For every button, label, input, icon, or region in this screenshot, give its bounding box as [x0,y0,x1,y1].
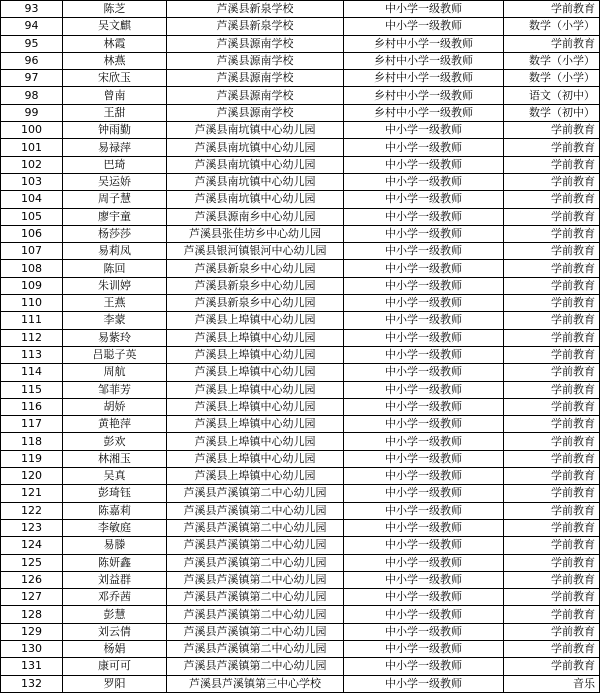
table-row [1,519,600,536]
table-row [1,416,600,433]
table-row [1,277,600,294]
row-number: 115 [1,381,63,398]
row-number: 111 [1,312,63,329]
teacher-name: 杨莎莎 [63,225,167,242]
subject: 学前教育 [504,589,600,606]
professional-title: 中小学一级教师 [344,173,504,190]
professional-title: 中小学一级教师 [344,260,504,277]
teacher-name: 周航 [63,364,167,381]
row-number: 123 [1,519,63,536]
professional-title: 乡村中小学一级教师 [344,35,504,52]
professional-title: 中小学一级教师 [344,346,504,363]
teacher-name: 彭慧 [63,606,167,623]
teacher-name: 易莉凤 [63,243,167,260]
table-row [1,485,600,502]
school-name: 芦溪县源南学校 [167,35,344,52]
row-number: 103 [1,173,63,190]
professional-title: 中小学一级教师 [344,416,504,433]
professional-title: 中小学一级教师 [344,295,504,312]
school-name: 芦溪县银河镇银河中心幼儿园 [167,243,344,260]
professional-title: 中小学一级教师 [344,364,504,381]
professional-title: 乡村中小学一级教师 [344,87,504,104]
row-number: 127 [1,589,63,606]
table-row [1,87,600,104]
subject: 学前教育 [504,122,600,139]
professional-title: 中小学一级教师 [344,537,504,554]
row-number: 108 [1,260,63,277]
table-row [1,139,600,156]
subject: 学前教育 [504,35,600,52]
professional-title: 中小学一级教师 [344,433,504,450]
table-row [1,122,600,139]
subject: 学前教育 [504,554,600,571]
table-row [1,35,600,52]
subject: 学前教育 [504,260,600,277]
professional-title: 乡村中小学一级教师 [344,52,504,69]
school-name: 芦溪县张佳坊乡中心幼儿园 [167,225,344,242]
subject: 学前教育 [504,191,600,208]
school-name: 芦溪县源南学校 [167,70,344,87]
table-row [1,191,600,208]
school-name: 芦溪县新泉学校 [167,1,344,18]
row-number: 98 [1,87,63,104]
teacher-name: 彭欢 [63,433,167,450]
row-number: 93 [1,1,63,18]
subject: 学前教育 [504,346,600,363]
professional-title: 中小学一级教师 [344,329,504,346]
teacher-name: 林湘玉 [63,450,167,467]
row-number: 112 [1,329,63,346]
table-row [1,502,600,519]
teacher-name: 林燕 [63,52,167,69]
table-row [1,640,600,657]
row-number: 113 [1,346,63,363]
subject: 学前教育 [504,208,600,225]
teacher-name: 吕聪子英 [63,346,167,363]
subject: 学前教育 [504,243,600,260]
school-name: 芦溪县上埠镇中心幼儿园 [167,364,344,381]
subject: 学前教育 [504,416,600,433]
school-name: 芦溪县南坑镇中心幼儿园 [167,122,344,139]
teacher-name: 邓乔茜 [63,589,167,606]
table-row [1,104,600,121]
subject: 数学（小学） [504,70,600,87]
school-name: 芦溪县源南乡中心幼儿园 [167,208,344,225]
row-number: 129 [1,623,63,640]
row-number: 107 [1,243,63,260]
professional-title: 中小学一级教师 [344,225,504,242]
teacher-name: 王甜 [63,104,167,121]
school-name: 芦溪县上埠镇中心幼儿园 [167,381,344,398]
subject: 学前教育 [504,640,600,657]
teacher-name: 李敏庭 [63,519,167,536]
school-name: 芦溪县芦溪镇第三中心学校 [167,675,344,692]
teacher-name: 曾南 [63,87,167,104]
school-name: 芦溪县芦溪镇第二中心幼儿园 [167,606,344,623]
table-row [1,173,600,190]
row-number: 95 [1,35,63,52]
teacher-name: 杨娟 [63,640,167,657]
school-name: 芦溪县芦溪镇第二中心幼儿园 [167,537,344,554]
professional-title: 中小学一级教师 [344,589,504,606]
school-name: 芦溪县南坑镇中心幼儿园 [167,139,344,156]
table-row [1,433,600,450]
teacher-name: 吴文麒 [63,18,167,35]
subject: 音乐 [504,675,600,692]
subject: 学前教育 [504,485,600,502]
professional-title: 中小学一级教师 [344,18,504,35]
row-number: 104 [1,191,63,208]
teacher-name: 胡娇 [63,398,167,415]
row-number: 114 [1,364,63,381]
professional-title: 中小学一级教师 [344,450,504,467]
school-name: 芦溪县源南学校 [167,52,344,69]
row-number: 124 [1,537,63,554]
row-number: 126 [1,571,63,588]
teacher-name: 易禄萍 [63,139,167,156]
subject: 学前教育 [504,312,600,329]
school-name: 芦溪县芦溪镇第二中心幼儿园 [167,519,344,536]
table-row [1,571,600,588]
row-number: 119 [1,450,63,467]
table-row [1,554,600,571]
table-row [1,312,600,329]
school-name: 芦溪县新泉乡中心幼儿园 [167,260,344,277]
professional-title: 中小学一级教师 [344,606,504,623]
table-row [1,537,600,554]
subject: 学前教育 [504,329,600,346]
subject: 数学（小学） [504,18,600,35]
subject: 学前教育 [504,364,600,381]
professional-title: 中小学一级教师 [344,381,504,398]
school-name: 芦溪县南坑镇中心幼儿园 [167,191,344,208]
subject: 学前教育 [504,173,600,190]
teacher-name: 钟雨勤 [63,122,167,139]
school-name: 芦溪县上埠镇中心幼儿园 [167,346,344,363]
row-number: 125 [1,554,63,571]
subject: 学前教育 [504,139,600,156]
subject: 学前教育 [504,277,600,294]
subject: 学前教育 [504,502,600,519]
table-row [1,658,600,675]
professional-title: 中小学一级教师 [344,554,504,571]
school-name: 芦溪县上埠镇中心幼儿园 [167,450,344,467]
subject: 学前教育 [504,468,600,485]
subject: 学前教育 [504,225,600,242]
table-row [1,329,600,346]
school-name: 芦溪县芦溪镇第二中心幼儿园 [167,640,344,657]
professional-title: 中小学一级教师 [344,623,504,640]
school-name: 芦溪县新泉乡中心幼儿园 [167,295,344,312]
row-number: 122 [1,502,63,519]
row-number: 110 [1,295,63,312]
table-row [1,70,600,87]
professional-title: 中小学一级教师 [344,502,504,519]
teacher-name: 刘益群 [63,571,167,588]
school-name: 芦溪县芦溪镇第二中心幼儿园 [167,658,344,675]
teacher-name: 林霞 [63,35,167,52]
table-row [1,623,600,640]
table-row [1,225,600,242]
row-number: 117 [1,416,63,433]
professional-title: 中小学一级教师 [344,1,504,18]
row-number: 116 [1,398,63,415]
table-row [1,398,600,415]
teacher-name: 王燕 [63,295,167,312]
row-number: 97 [1,70,63,87]
school-name: 芦溪县新泉乡中心幼儿园 [167,277,344,294]
teacher-name: 吴真 [63,468,167,485]
subject: 学前教育 [504,537,600,554]
teacher-name: 康可可 [63,658,167,675]
subject: 学前教育 [504,156,600,173]
school-name: 芦溪县上埠镇中心幼儿园 [167,329,344,346]
professional-title: 中小学一级教师 [344,277,504,294]
subject: 学前教育 [504,658,600,675]
professional-title: 中小学一级教师 [344,571,504,588]
table-row [1,243,600,260]
table-row [1,208,600,225]
table-row [1,18,600,35]
teacher-name: 周子慧 [63,191,167,208]
row-number: 94 [1,18,63,35]
teacher-name: 易紫玲 [63,329,167,346]
table-row [1,156,600,173]
professional-title: 中小学一级教师 [344,640,504,657]
teacher-name: 朱训婷 [63,277,167,294]
row-number: 132 [1,675,63,692]
table-row [1,468,600,485]
teacher-name: 陈芝 [63,1,167,18]
row-number: 118 [1,433,63,450]
row-number: 128 [1,606,63,623]
teacher-name: 刘云倩 [63,623,167,640]
school-name: 芦溪县上埠镇中心幼儿园 [167,468,344,485]
teacher-name: 陈嘉莉 [63,502,167,519]
professional-title: 中小学一级教师 [344,122,504,139]
table-row [1,675,600,692]
school-name: 芦溪县源南学校 [167,104,344,121]
table-body [1,1,600,693]
teacher-name: 邹菲芳 [63,381,167,398]
subject: 学前教育 [504,606,600,623]
table-row [1,295,600,312]
school-name: 芦溪县新泉学校 [167,18,344,35]
subject: 语文（初中） [504,87,600,104]
subject: 学前教育 [504,381,600,398]
school-name: 芦溪县上埠镇中心幼儿园 [167,398,344,415]
table-row [1,1,600,18]
subject: 数学（小学） [504,52,600,69]
professional-title: 乡村中小学一级教师 [344,70,504,87]
table-row [1,364,600,381]
row-number: 102 [1,156,63,173]
row-number: 109 [1,277,63,294]
school-name: 芦溪县芦溪镇第二中心幼儿园 [167,589,344,606]
school-name: 芦溪县源南学校 [167,87,344,104]
teacher-name: 彭琦钰 [63,485,167,502]
school-name: 芦溪县芦溪镇第二中心幼儿园 [167,554,344,571]
teacher-name: 李蒙 [63,312,167,329]
row-number: 99 [1,104,63,121]
professional-title: 乡村中小学一级教师 [344,104,504,121]
row-number: 100 [1,122,63,139]
professional-title: 中小学一级教师 [344,156,504,173]
subject: 学前教育 [504,571,600,588]
professional-title: 中小学一级教师 [344,191,504,208]
teacher-name: 陈回 [63,260,167,277]
school-name: 芦溪县芦溪镇第二中心幼儿园 [167,485,344,502]
school-name: 芦溪县芦溪镇第二中心幼儿园 [167,502,344,519]
row-number: 120 [1,468,63,485]
subject: 学前教育 [504,1,600,18]
table-row [1,589,600,606]
teacher-name: 易滕 [63,537,167,554]
school-name: 芦溪县上埠镇中心幼儿园 [167,433,344,450]
school-name: 芦溪县芦溪镇第二中心幼儿园 [167,571,344,588]
table-row [1,450,600,467]
professional-title: 中小学一级教师 [344,243,504,260]
table-row [1,260,600,277]
school-name: 芦溪县上埠镇中心幼儿园 [167,416,344,433]
teacher-name: 巴琦 [63,156,167,173]
professional-title: 中小学一级教师 [344,485,504,502]
table-row [1,606,600,623]
teacher-name: 吴运娇 [63,173,167,190]
teacher-name: 宋欣玉 [63,70,167,87]
table-row [1,52,600,69]
professional-title: 中小学一级教师 [344,139,504,156]
professional-title: 中小学一级教师 [344,519,504,536]
subject: 学前教育 [504,450,600,467]
professional-title: 中小学一级教师 [344,312,504,329]
row-number: 106 [1,225,63,242]
subject: 学前教育 [504,295,600,312]
professional-title: 中小学一级教师 [344,675,504,692]
school-name: 芦溪县南坑镇中心幼儿园 [167,156,344,173]
professional-title: 中小学一级教师 [344,468,504,485]
table-row [1,346,600,363]
row-number: 96 [1,52,63,69]
row-number: 101 [1,139,63,156]
row-number: 105 [1,208,63,225]
subject: 学前教育 [504,519,600,536]
school-name: 芦溪县南坑镇中心幼儿园 [167,173,344,190]
subject: 学前教育 [504,433,600,450]
professional-title: 中小学一级教师 [344,208,504,225]
row-number: 121 [1,485,63,502]
teacher-name: 廖宇童 [63,208,167,225]
professional-title: 中小学一级教师 [344,658,504,675]
table-row [1,381,600,398]
teacher-name: 陈妍鑫 [63,554,167,571]
school-name: 芦溪县芦溪镇第二中心幼儿园 [167,623,344,640]
subject: 学前教育 [504,398,600,415]
professional-title: 中小学一级教师 [344,398,504,415]
subject: 数学（初中） [504,104,600,121]
teacher-name: 罗阳 [63,675,167,692]
subject: 学前教育 [504,623,600,640]
teacher-name: 黄艳萍 [63,416,167,433]
row-number: 131 [1,658,63,675]
school-name: 芦溪县上埠镇中心幼儿园 [167,312,344,329]
row-number: 130 [1,640,63,657]
